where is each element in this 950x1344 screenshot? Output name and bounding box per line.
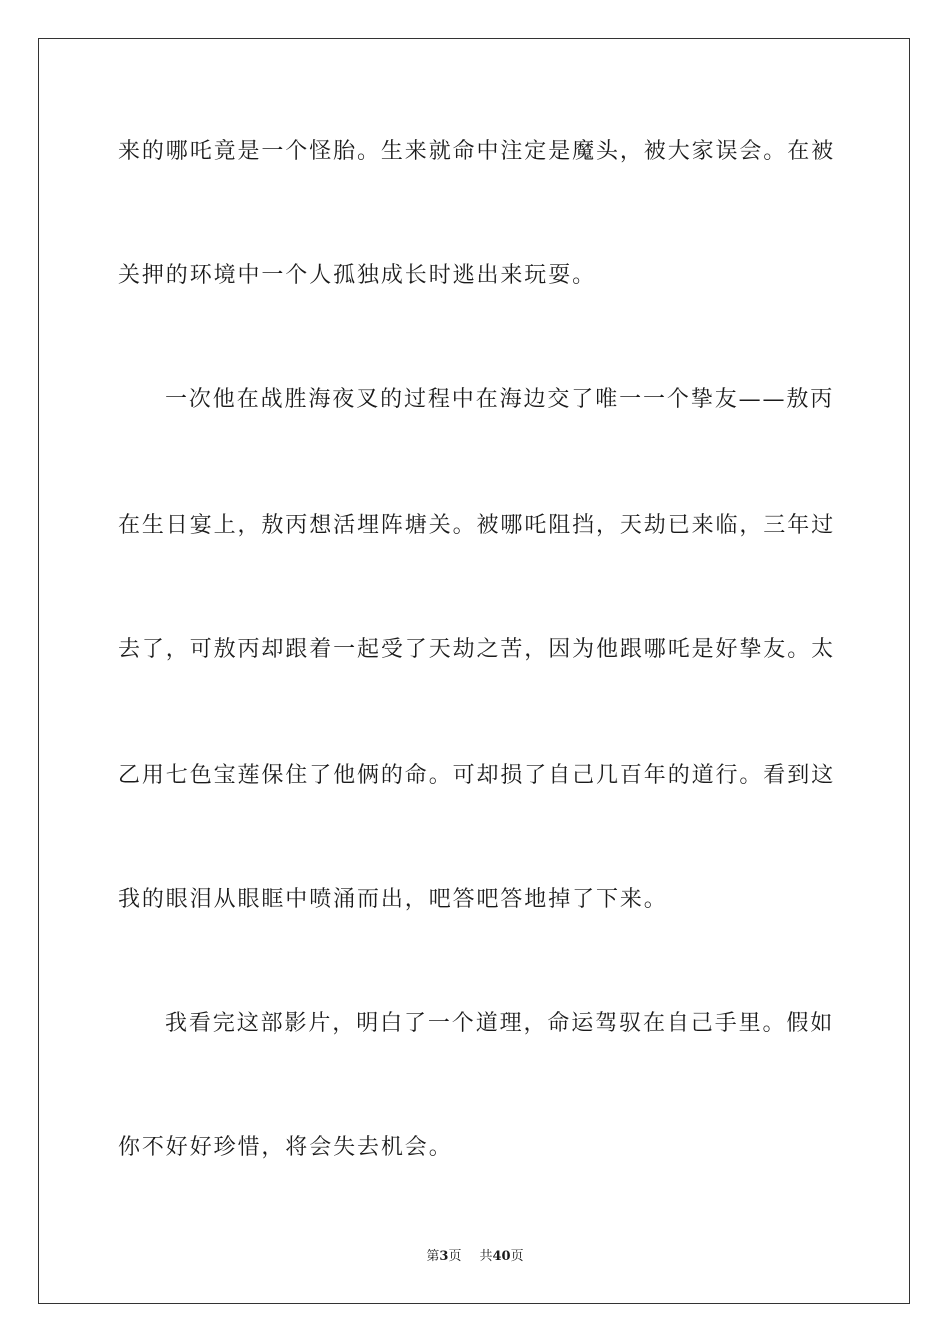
text-line-3: 一次他在战胜海夜叉的过程中在海边交了唯一一个挚友——敖丙 bbox=[165, 387, 835, 412]
text-line-2: 关押的环境中一个人孤独成长时逃出来玩耍。 bbox=[118, 263, 597, 288]
page-number: 3 bbox=[439, 1249, 449, 1264]
text-line-6: 乙用七色宝莲保住了他俩的命。可却损了自己几百年的道行。看到这 bbox=[118, 763, 836, 788]
page-label: 第3页 bbox=[426, 1249, 462, 1264]
total-pages-label: 共40页 bbox=[479, 1249, 524, 1264]
page-footer bbox=[0, 1248, 950, 1266]
text-line-1: 来的哪吒竟是一个怪胎。生来就命中注定是魔头，被大家误会。在被 bbox=[118, 139, 836, 164]
text-line-5: 去了，可敖丙却跟着一起受了天劫之苦，因为他跟哪吒是好挚友。太 bbox=[118, 637, 836, 662]
page-border bbox=[38, 38, 910, 1304]
text-line-7: 我的眼泪从眼眶中喷涌而出，吧答吧答地掉了下来。 bbox=[118, 887, 668, 912]
text-line-4: 在生日宴上，敖丙想活埋阵塘关。被哪吒阻挡，天劫已来临，三年过 bbox=[118, 513, 836, 538]
total-pages: 40 bbox=[492, 1249, 511, 1264]
text-line-9: 你不好好珍惜，将会失去机会。 bbox=[118, 1135, 453, 1160]
text-line-8: 我看完这部影片，明白了一个道理，命运驾驭在自己手里。假如 bbox=[165, 1011, 835, 1036]
